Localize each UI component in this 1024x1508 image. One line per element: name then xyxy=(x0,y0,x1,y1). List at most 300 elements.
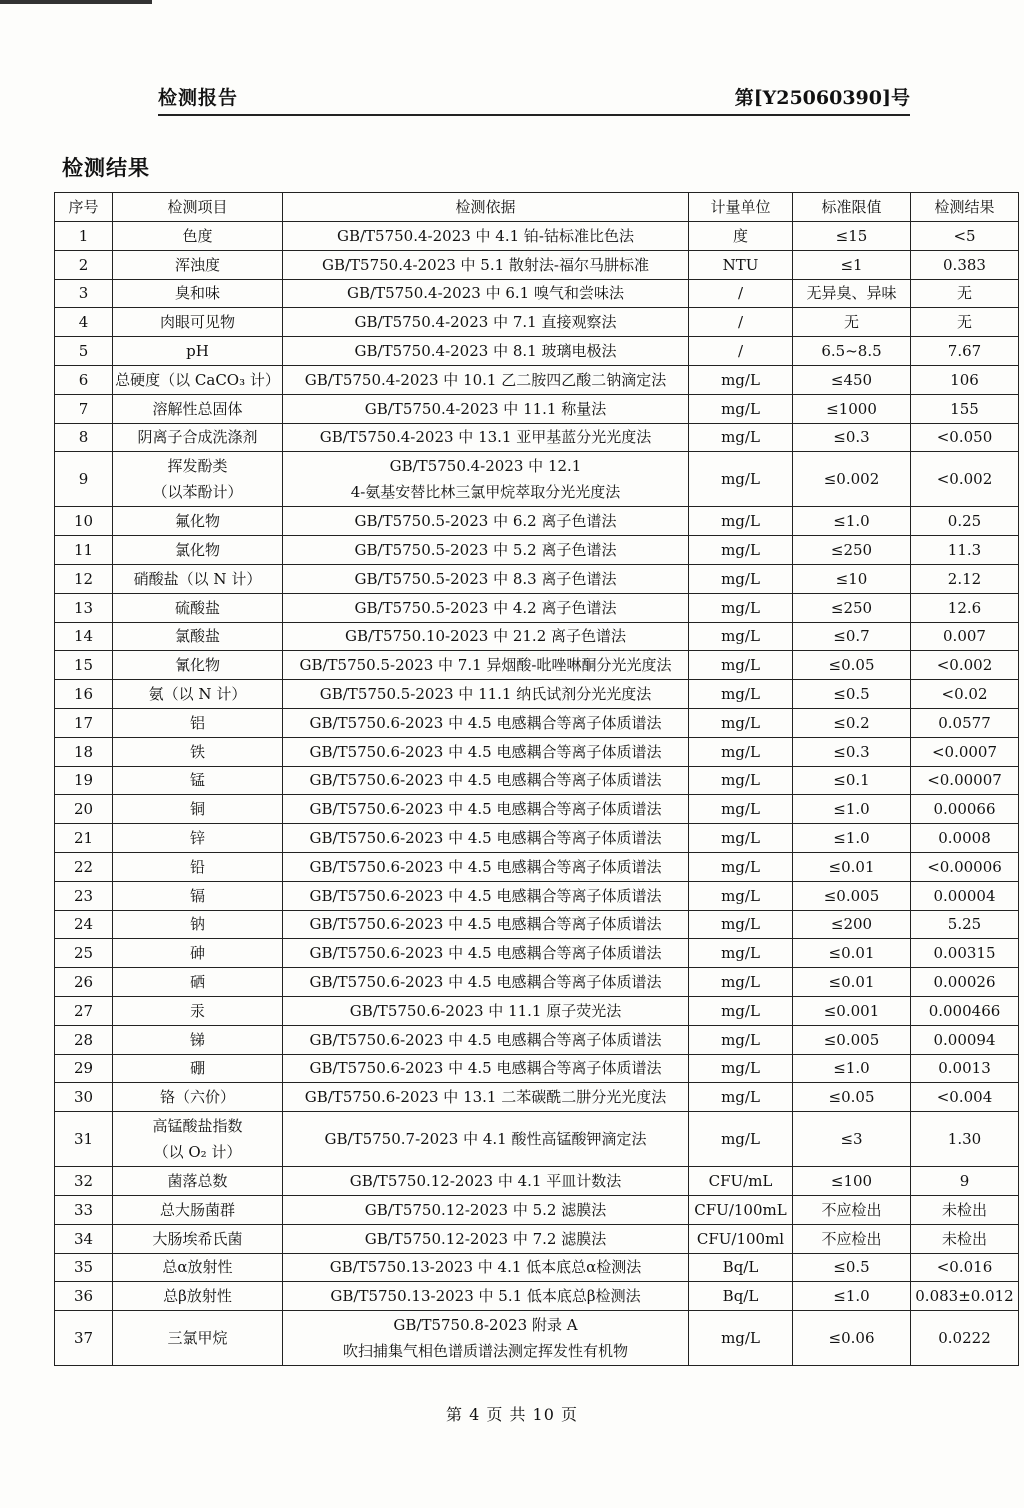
table-row xyxy=(55,452,1019,507)
cell-limit-text: ≤0.06 xyxy=(828,1329,875,1348)
table-row xyxy=(55,737,1019,766)
cell-no-text: 36 xyxy=(73,1287,94,1306)
table-row xyxy=(55,1282,1019,1311)
table-row xyxy=(55,852,1019,881)
cell-limit-text: ≤250 xyxy=(830,598,873,617)
cell-limit-text: ≤1.0 xyxy=(833,1059,870,1078)
cell-limit-text: ≤1000 xyxy=(826,399,877,418)
cell-item xyxy=(113,536,283,565)
cell-result-text: 0.007 xyxy=(943,627,986,646)
cell-item xyxy=(113,737,283,766)
table-row xyxy=(55,795,1019,824)
table-row xyxy=(55,394,1019,423)
cell-result xyxy=(911,1195,1019,1224)
cell-item-text: 氨（以 N 计） xyxy=(148,685,247,704)
cell-result xyxy=(911,651,1019,680)
cell-basis-text: GB/T5750.6-2023 中 4.5 电感耦合等离子体质谱法 xyxy=(309,1059,662,1078)
table-row xyxy=(55,939,1019,968)
cell-item-text: 大肠埃希氏菌 xyxy=(152,1229,243,1248)
cell-limit xyxy=(793,766,911,795)
cell-no xyxy=(55,1054,113,1083)
cell-limit xyxy=(793,1195,911,1224)
cell-basis-text: GB/T5750.13-2023 中 5.1 低本底总β检测法 xyxy=(330,1287,641,1306)
cell-result-text: <0.0007 xyxy=(931,742,998,761)
cell-unit xyxy=(689,1167,793,1196)
table-row xyxy=(55,1224,1019,1253)
cell-result xyxy=(911,337,1019,366)
cell-basis xyxy=(283,881,689,910)
cell-unit-text: CFU/100ml xyxy=(696,1229,785,1248)
cell-no-text: 12 xyxy=(73,569,94,588)
cell-result-text: 106 xyxy=(950,370,979,389)
cell-basis xyxy=(283,968,689,997)
cell-basis xyxy=(283,737,689,766)
cell-limit-text: ≤0.5 xyxy=(833,685,870,704)
cell-unit-text: 度 xyxy=(732,226,748,245)
cell-unit xyxy=(689,507,793,536)
cell-no-text: 14 xyxy=(73,627,94,646)
cell-no-text: 27 xyxy=(73,1001,94,1020)
cell-basis-text: GB/T5750.5-2023 中 6.2 离子色谱法 xyxy=(354,512,617,531)
cell-limit-text: ≤0.002 xyxy=(823,470,880,489)
cell-limit-text: ≤0.2 xyxy=(833,713,870,732)
cell-basis-text: GB/T5750.12-2023 中 7.2 滤膜法 xyxy=(364,1229,607,1248)
cell-limit xyxy=(793,250,911,279)
cell-item xyxy=(113,708,283,737)
cell-no xyxy=(55,337,113,366)
cell-unit-text: mg/L xyxy=(721,944,760,963)
cell-no-text: 24 xyxy=(73,915,94,934)
cell-result-text: 2.12 xyxy=(947,569,982,588)
report-header xyxy=(158,84,910,116)
cell-basis-text: GB/T5750.5-2023 中 4.2 离子色谱法 xyxy=(354,598,617,617)
report-number: 第[Y25060390]号 xyxy=(734,87,910,109)
cell-item xyxy=(113,222,283,251)
cell-unit xyxy=(689,1025,793,1054)
cell-basis xyxy=(283,795,689,824)
cell-limit xyxy=(793,824,911,853)
cell-limit xyxy=(793,708,911,737)
cell-item-text: 硝酸盐（以 N 计） xyxy=(133,569,262,588)
cell-unit xyxy=(689,968,793,997)
cell-basis xyxy=(283,394,689,423)
cell-basis-text: GB/T5750.4-2023 中 13.1 亚甲基蓝分光光度法 xyxy=(319,428,652,447)
cell-unit-text: mg/L xyxy=(721,627,760,646)
header-limit: 标准限值 xyxy=(793,193,911,222)
cell-basis-text: GB/T5750.4-2023 中 6.1 嗅气和尝味法 xyxy=(347,284,624,303)
cell-basis-text: GB/T5750.4-2023 中 4.1 铂-钴标准比色法 xyxy=(336,226,635,245)
cell-basis-text: GB/T5750.4-2023 中 5.1 散射法-福尔马肼标准 xyxy=(321,255,650,274)
cell-basis xyxy=(283,365,689,394)
cell-basis xyxy=(283,279,689,308)
cell-basis-text: GB/T5750.6-2023 中 4.5 电感耦合等离子体质谱法 xyxy=(309,886,662,905)
cell-item xyxy=(113,1167,283,1196)
cell-basis xyxy=(283,452,689,507)
cell-result xyxy=(911,365,1019,394)
cell-basis-text: GB/T5750.6-2023 中 4.5 电感耦合等离子体质谱法 xyxy=(309,742,662,761)
cell-no xyxy=(55,1253,113,1282)
cell-item-text: 汞 xyxy=(189,1001,205,1020)
cell-no xyxy=(55,564,113,593)
cell-result-text: 7.67 xyxy=(947,342,982,361)
cell-limit-text: 不应检出 xyxy=(821,1200,882,1219)
cell-item xyxy=(113,968,283,997)
cell-limit xyxy=(793,1224,911,1253)
cell-result xyxy=(911,1083,1019,1112)
cell-basis xyxy=(283,996,689,1025)
cell-basis xyxy=(283,766,689,795)
cell-no-text: 4 xyxy=(78,313,89,332)
cell-no-text: 9 xyxy=(78,470,89,489)
cell-unit xyxy=(689,708,793,737)
table-body xyxy=(55,222,1019,1366)
cell-no xyxy=(55,852,113,881)
cell-limit-text: ≤250 xyxy=(830,541,873,560)
cell-item xyxy=(113,651,283,680)
cell-limit-text: 不应检出 xyxy=(821,1229,882,1248)
cell-result-text: 155 xyxy=(950,399,979,418)
cell-no xyxy=(55,1282,113,1311)
cell-item-text: 氯酸盐 xyxy=(174,627,220,646)
cell-no xyxy=(55,1167,113,1196)
cell-basis-text: GB/T5750.4-2023 中 11.1 称量法 xyxy=(364,399,607,418)
cell-item xyxy=(113,250,283,279)
cell-basis xyxy=(283,910,689,939)
cell-unit-text: mg/L xyxy=(721,656,760,675)
cell-unit xyxy=(689,222,793,251)
table-row xyxy=(55,708,1019,737)
cell-result-text: 0.00094 xyxy=(933,1030,996,1049)
table-row xyxy=(55,1311,1019,1366)
cell-limit-text: ≤3 xyxy=(840,1130,863,1149)
section-title: 检测结果 xyxy=(62,155,150,180)
cell-limit-text: ≤0.01 xyxy=(828,857,875,876)
cell-item-text: 铁 xyxy=(189,742,205,761)
table-row xyxy=(55,423,1019,452)
table-row xyxy=(55,651,1019,680)
cell-result xyxy=(911,968,1019,997)
cell-result-text: 无 xyxy=(956,313,972,332)
cell-basis-text: GB/T5750.4-2023 中 8.1 玻璃电极法 xyxy=(354,342,617,361)
cell-limit-text: ≤0.05 xyxy=(828,656,875,675)
cell-no xyxy=(55,222,113,251)
cell-basis-text: GB/T5750.7-2023 中 4.1 酸性高锰酸钾滴定法 xyxy=(324,1130,647,1149)
cell-unit-text: mg/L xyxy=(721,1001,760,1020)
cell-result-text: 0.383 xyxy=(943,255,986,274)
cell-no-text: 20 xyxy=(73,800,94,819)
cell-basis-text: GB/T5750.4-2023 中 10.1 乙二胺四乙酸二钠滴定法 xyxy=(304,370,667,389)
table-row xyxy=(55,1083,1019,1112)
cell-no xyxy=(55,1083,113,1112)
cell-limit-text: ≤15 xyxy=(835,226,868,245)
cell-basis xyxy=(283,1167,689,1196)
cell-item-text: 总β放射性 xyxy=(163,1287,232,1306)
cell-unit xyxy=(689,564,793,593)
cell-limit xyxy=(793,279,911,308)
cell-basis-text: GB/T5750.12-2023 中 5.2 滤膜法 xyxy=(364,1200,607,1219)
cell-item-text: 溶解性总固体 xyxy=(152,399,243,418)
cell-no-text: 18 xyxy=(73,742,94,761)
cell-no xyxy=(55,939,113,968)
cell-item-text: 钠 xyxy=(189,915,205,934)
cell-result xyxy=(911,939,1019,968)
cell-limit xyxy=(793,308,911,337)
header-item: 检测项目 xyxy=(113,193,283,222)
table-row xyxy=(55,593,1019,622)
table-row xyxy=(55,996,1019,1025)
cell-unit-text: Bq/L xyxy=(722,1287,759,1306)
cell-result-text: 0.00004 xyxy=(933,886,996,905)
header-unit: 计量单位 xyxy=(689,193,793,222)
cell-result xyxy=(911,680,1019,709)
cell-item xyxy=(113,1025,283,1054)
cell-result-text: 0.000466 xyxy=(928,1001,1001,1020)
table-row xyxy=(55,1025,1019,1054)
cell-item-text: 氟化物 xyxy=(174,512,220,531)
cell-unit-text: CFU/mL xyxy=(708,1172,773,1190)
cell-limit-text: ≤0.1 xyxy=(833,771,870,790)
cell-item-text: 菌落总数 xyxy=(167,1172,228,1190)
cell-unit xyxy=(689,680,793,709)
cell-no-text: 7 xyxy=(78,399,89,418)
cell-result xyxy=(911,279,1019,308)
cell-item xyxy=(113,795,283,824)
cell-item xyxy=(113,996,283,1025)
cell-basis xyxy=(283,708,689,737)
table-row xyxy=(55,881,1019,910)
cell-unit xyxy=(689,1253,793,1282)
cell-basis-text: GB/T5750.6-2023 中 4.5 电感耦合等离子体质谱法 xyxy=(309,771,662,790)
cell-result xyxy=(911,1112,1019,1167)
cell-unit-text: / xyxy=(737,342,744,361)
cell-item-text: 氰化物 xyxy=(174,656,220,675)
cell-no xyxy=(55,1311,113,1366)
cell-limit xyxy=(793,1167,911,1196)
cell-item xyxy=(113,939,283,968)
cell-item xyxy=(113,1311,283,1366)
cell-limit xyxy=(793,651,911,680)
cell-unit xyxy=(689,766,793,795)
cell-basis-text: GB/T5750.6-2023 中 4.5 电感耦合等离子体质谱法 xyxy=(309,1030,662,1049)
cell-basis-text: 4-氨基安替比林三氯甲烷萃取分光光度法 xyxy=(350,483,621,502)
cell-no xyxy=(55,910,113,939)
cell-no-text: 30 xyxy=(73,1088,94,1107)
cell-unit-text: mg/L xyxy=(721,1088,760,1107)
cell-basis xyxy=(283,564,689,593)
cell-basis xyxy=(283,824,689,853)
cell-result-text: <0.00007 xyxy=(927,771,1002,790)
cell-no-text: 29 xyxy=(73,1059,94,1078)
cell-basis-text: GB/T5750.4-2023 中 12.1 xyxy=(389,457,582,476)
cell-basis-text: GB/T5750.4-2023 中 7.1 直接观察法 xyxy=(354,313,617,332)
cell-unit xyxy=(689,593,793,622)
cell-limit xyxy=(793,881,911,910)
cell-unit-text: / xyxy=(737,284,744,303)
table-row xyxy=(55,536,1019,565)
cell-basis xyxy=(283,680,689,709)
cell-unit xyxy=(689,910,793,939)
cell-item-text: 臭和味 xyxy=(174,284,220,303)
cell-basis xyxy=(283,250,689,279)
cell-result xyxy=(911,507,1019,536)
cell-item xyxy=(113,910,283,939)
cell-no xyxy=(55,1224,113,1253)
cell-limit xyxy=(793,1054,911,1083)
cell-item xyxy=(113,308,283,337)
cell-item-text: 锌 xyxy=(189,829,205,848)
cell-unit-text: mg/L xyxy=(721,713,760,732)
cell-unit xyxy=(689,1195,793,1224)
cell-result xyxy=(911,708,1019,737)
cell-no xyxy=(55,365,113,394)
cell-unit-text: mg/L xyxy=(721,829,760,848)
cell-basis-text: GB/T5750.12-2023 中 4.1 平皿计数法 xyxy=(349,1172,622,1190)
cell-basis xyxy=(283,1083,689,1112)
cell-unit-text: mg/L xyxy=(721,800,760,819)
cell-item-text: 镉 xyxy=(189,886,205,905)
cell-result-text: 0.00315 xyxy=(933,944,996,963)
cell-no-text: 15 xyxy=(73,656,94,675)
cell-item-text: 总α放射性 xyxy=(162,1258,233,1277)
cell-result xyxy=(911,1253,1019,1282)
cell-no-text: 5 xyxy=(78,342,89,361)
cell-item xyxy=(113,824,283,853)
cell-result-text: <0.002 xyxy=(936,470,993,489)
cell-basis xyxy=(283,1311,689,1366)
cell-item xyxy=(113,1083,283,1112)
cell-item-text: 砷 xyxy=(189,944,205,963)
cell-basis-text: GB/T5750.8-2023 附录 A xyxy=(393,1316,578,1335)
cell-no-text: 28 xyxy=(73,1030,94,1049)
cell-no-text: 8 xyxy=(78,428,89,447)
cell-item xyxy=(113,1224,283,1253)
cell-unit-text: mg/L xyxy=(721,569,760,588)
table-row xyxy=(55,1167,1019,1196)
cell-result-text: 未检出 xyxy=(941,1229,987,1248)
cell-item-text: 色度 xyxy=(182,226,213,245)
cell-basis xyxy=(283,593,689,622)
cell-result xyxy=(911,852,1019,881)
cell-basis xyxy=(283,651,689,680)
cell-basis xyxy=(283,536,689,565)
cell-item-text: 总硬度（以 CaCO₃ 计） xyxy=(115,370,280,389)
cell-limit xyxy=(793,1311,911,1366)
cell-result xyxy=(911,824,1019,853)
cell-unit xyxy=(689,279,793,308)
cell-no-text: 34 xyxy=(73,1229,94,1248)
cell-basis-text: GB/T5750.5-2023 中 11.1 纳氏试剂分光光度法 xyxy=(319,685,652,704)
cell-no xyxy=(55,536,113,565)
cell-limit xyxy=(793,536,911,565)
cell-basis xyxy=(283,1025,689,1054)
cell-basis xyxy=(283,337,689,366)
cell-unit xyxy=(689,881,793,910)
cell-unit xyxy=(689,423,793,452)
cell-result xyxy=(911,308,1019,337)
cell-limit-text: ≤1.0 xyxy=(833,800,870,819)
cell-item-text: 氯化物 xyxy=(174,541,220,560)
cell-unit-text: mg/L xyxy=(721,771,760,790)
cell-unit-text: / xyxy=(737,313,744,332)
cell-no xyxy=(55,968,113,997)
header-no: 序号 xyxy=(55,193,113,222)
table-row xyxy=(55,910,1019,939)
cell-result xyxy=(911,622,1019,651)
cell-item xyxy=(113,1054,283,1083)
cell-result-text: <5 xyxy=(953,226,976,245)
cell-item-text: 硫酸盐 xyxy=(174,598,220,617)
cell-unit xyxy=(689,365,793,394)
cell-no xyxy=(55,708,113,737)
cell-limit xyxy=(793,222,911,251)
cell-item-text: （以 O₂ 计） xyxy=(153,1143,242,1162)
cell-no xyxy=(55,279,113,308)
cell-no-text: 26 xyxy=(73,973,94,992)
cell-unit-text: NTU xyxy=(722,255,759,274)
table-row xyxy=(55,766,1019,795)
cell-unit xyxy=(689,337,793,366)
cell-unit xyxy=(689,852,793,881)
cell-unit-text: mg/L xyxy=(721,512,760,531)
page-number: 第 4 页 共 10 页 xyxy=(446,1405,578,1424)
cell-limit xyxy=(793,593,911,622)
cell-unit-text: mg/L xyxy=(721,685,760,704)
cell-limit xyxy=(793,852,911,881)
cell-no-text: 21 xyxy=(73,829,94,848)
cell-limit xyxy=(793,507,911,536)
cell-unit xyxy=(689,1054,793,1083)
cell-no xyxy=(55,452,113,507)
table-row xyxy=(55,1195,1019,1224)
cell-basis-text: GB/T5750.6-2023 中 4.5 电感耦合等离子体质谱法 xyxy=(309,800,662,819)
cell-result xyxy=(911,1167,1019,1196)
cell-basis-text: GB/T5750.6-2023 中 4.5 电感耦合等离子体质谱法 xyxy=(309,713,662,732)
cell-no-text: 1 xyxy=(78,226,89,245)
cell-no-text: 33 xyxy=(73,1200,94,1219)
cell-basis-text: GB/T5750.5-2023 中 7.1 异烟酸-吡唑啉酮分光光度法 xyxy=(299,656,672,675)
cell-result xyxy=(911,881,1019,910)
cell-item xyxy=(113,1195,283,1224)
cell-limit xyxy=(793,996,911,1025)
cell-no xyxy=(55,507,113,536)
cell-result xyxy=(911,1054,1019,1083)
cell-result-text: 0.0222 xyxy=(938,1329,991,1348)
cell-result xyxy=(911,795,1019,824)
cell-item xyxy=(113,593,283,622)
cell-limit xyxy=(793,1253,911,1282)
cell-result-text: <0.050 xyxy=(936,428,993,447)
cell-unit-text: mg/L xyxy=(721,470,760,489)
cell-item xyxy=(113,423,283,452)
cell-unit xyxy=(689,1083,793,1112)
cell-result-text: 无 xyxy=(956,284,972,303)
table-row xyxy=(55,564,1019,593)
cell-basis-text: GB/T5750.13-2023 中 4.1 低本底总α检测法 xyxy=(329,1258,642,1277)
cell-basis xyxy=(283,507,689,536)
cell-no xyxy=(55,423,113,452)
cell-unit xyxy=(689,1311,793,1366)
cell-limit-text: ≤0.001 xyxy=(823,1001,880,1020)
cell-result-text: 未检出 xyxy=(941,1200,987,1219)
table-row xyxy=(55,622,1019,651)
cell-unit xyxy=(689,1282,793,1311)
cell-unit xyxy=(689,308,793,337)
cell-unit-text: mg/L xyxy=(721,1130,760,1149)
cell-limit-text: ≤0.05 xyxy=(828,1088,875,1107)
cell-basis-text: GB/T5750.10-2023 中 21.2 离子色谱法 xyxy=(344,627,627,646)
cell-no xyxy=(55,308,113,337)
cell-limit xyxy=(793,968,911,997)
